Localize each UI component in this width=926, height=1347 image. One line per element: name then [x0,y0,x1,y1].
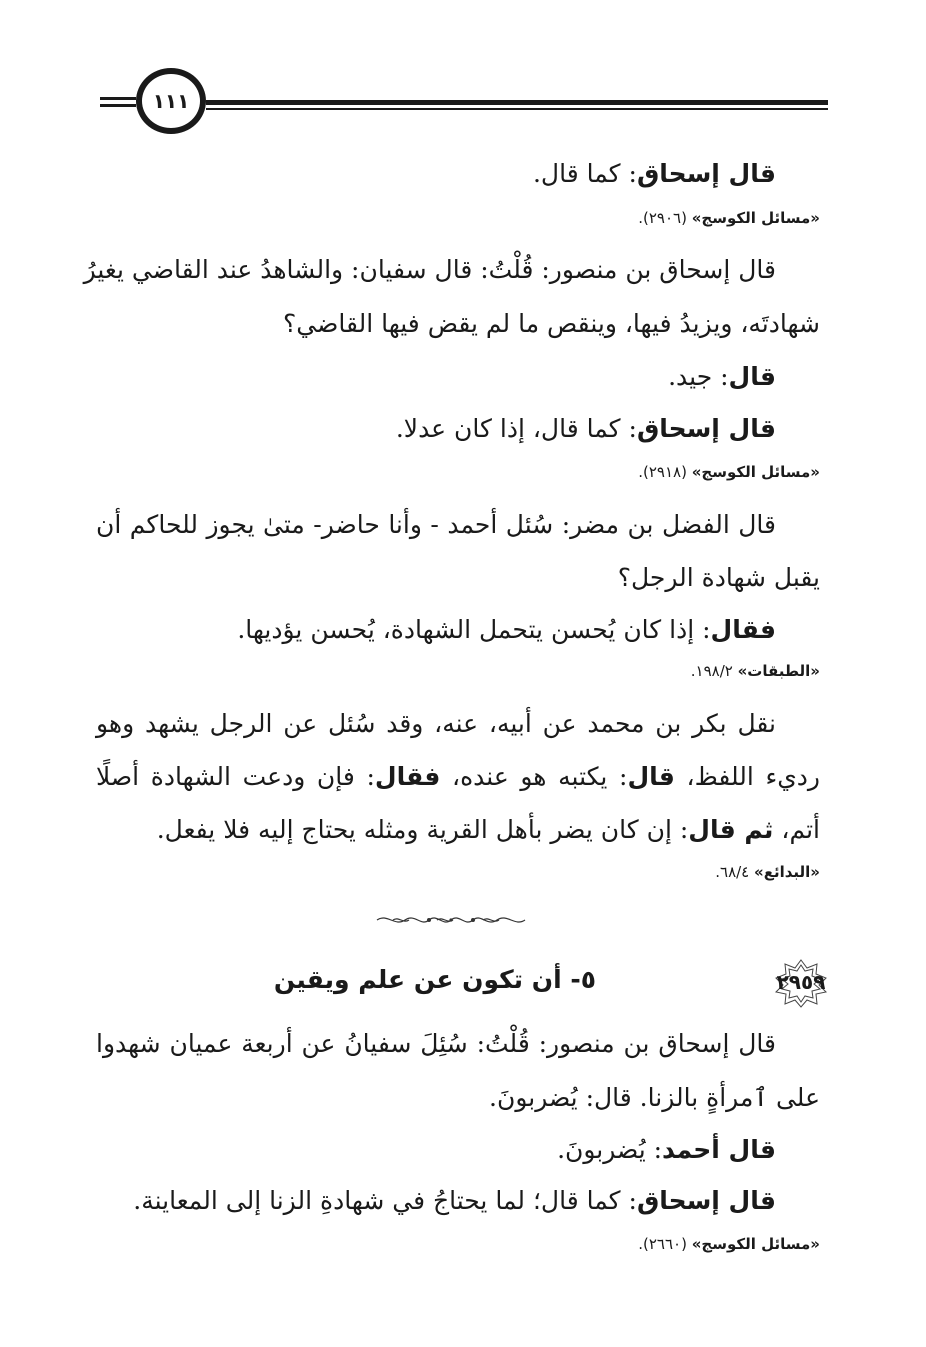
paragraph-ishaq-reply-3 [96,1184,820,1218]
paragraph-reply-ahmad-2 [96,1133,820,1167]
paragraph-ishaq-reply-2 [96,412,820,446]
paragraph-text: : كما قال، إذا كان عدلا. [395,414,637,443]
source-ref: (٢٩٠٦). [638,209,692,227]
source-citation-2 [638,462,820,482]
text-run: : فإن ودعت الشهادة أصلًا [96,762,375,791]
header-rule-thick [206,100,828,105]
paragraph-line: قال إسحاق بن منصور: قُلْتُ: قال سفيان: والشاهدُ عند القاضي يغيرُ [83,255,776,284]
source-citation-3 [691,661,820,681]
source-citation-4 [715,862,820,882]
source-book: «مسائل الكوسج» [691,463,820,481]
header-rule-left-top [100,97,136,100]
header-rule-thin [206,108,828,110]
speaker-label: قال [627,762,675,791]
paragraph-text: : جيد. [668,362,729,391]
speaker-label: فقال [374,762,441,791]
text-run: : يكتبه هو عنده، [440,762,628,791]
paragraph-text: : كما قال؛ لما يحتاجُ في شهادةِ الزنا إلى المعاينة. [133,1186,637,1215]
section-title: ٥- أن تكون عن علم ويقين [273,965,596,994]
paragraph-line: نقل بكر بن محمد عن أبيه، عنه، وقد سُئل عن الرجل يشهد وهو [96,709,776,738]
paragraph-line: قال الفضل بن مضر: سُئل أحمد - وأنا حاضر- متىٰ يجوز للحاكم أن [96,510,776,539]
source-ref: ١٩٨/٢. [690,662,738,680]
speaker-label: ثم قال [688,815,774,844]
text-run: أتم، [773,815,820,844]
header-rule-left-bottom [100,104,136,107]
speaker-label: قال أحمد [662,1135,776,1164]
text-run: : إن كان يضر بأهل القرية ومثله يحتاج إليه فلا يفعل. [156,815,689,844]
paragraph-line: قال إسحاق بن منصور: قُلْتُ: سُئِلَ سفيانُ عن أربعة عميان شهدوا [96,1029,776,1058]
speaker-label: قال إسحاق [636,414,776,443]
paragraph-line [96,760,820,794]
source-book: «البدائع» [754,863,820,881]
source-book: «مسائل الكوسج» [691,209,820,227]
paragraph-line: يقبل شهادة الرجل؟ [617,563,820,592]
paragraph-reply-good [96,360,820,394]
source-book: «مسائل الكوسج» [691,1235,820,1253]
paragraph-line: شهادتَه، ويزيدُ فيها، وينقص ما لم يقض فيها القاضي؟ [283,309,820,338]
page-header [0,0,926,160]
page-number: ١١١ [136,68,206,134]
speaker-label: قال إسحاق [636,159,776,188]
source-citation-1 [638,208,820,228]
paragraph-reply-ahmad [96,613,820,647]
paragraph-text: : يُضربونَ. [557,1135,663,1164]
speaker-label: فقال [710,615,776,644]
source-book: «الطبقات» [737,662,820,680]
text-run: رديء اللفظ، [674,762,820,791]
source-citation-5 [638,1234,820,1254]
section-number: ٢٩٥٩ [776,970,826,994]
source-ref: (٢٦٦٠). [638,1235,692,1253]
paragraph-line: على ٱمرأةٍ بالزنا. قال: يُضربونَ. [489,1083,820,1112]
source-ref: ٦٨/٤. [715,863,755,881]
speaker-label: قال إسحاق [636,1186,776,1215]
paragraph-text: : كما قال. [532,159,637,188]
paragraph-ishaq-reply-1 [96,157,820,191]
source-ref: (٢٩١٨). [638,463,692,481]
section-number-badge [772,958,830,1008]
ornament-divider-icon [373,910,529,930]
speaker-label: قال [728,362,776,391]
paragraph-text: : إذا كان يُحسن يتحمل الشهادة، يُحسن يؤديها. [237,615,711,644]
paragraph-line [96,813,820,847]
